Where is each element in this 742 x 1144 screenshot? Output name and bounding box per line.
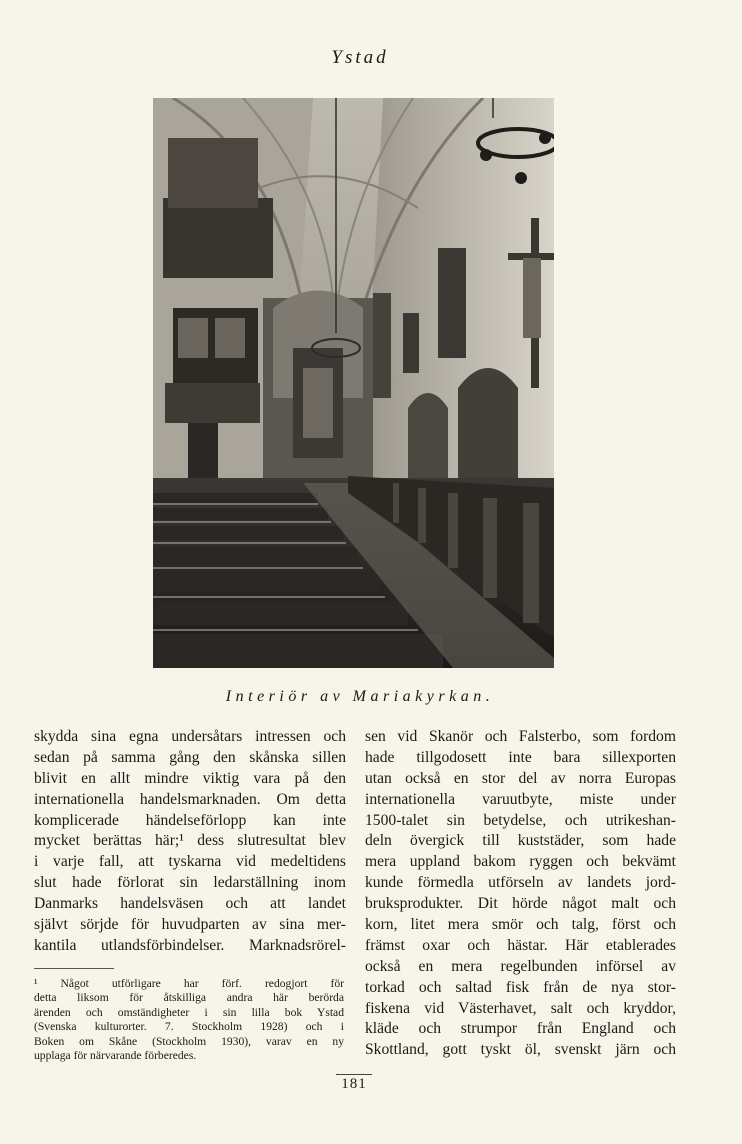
text-line: kantila utlandsförbindelser. Marknadsrörel-	[34, 936, 346, 954]
text-line: internationella varuutbyte, miste under	[365, 790, 676, 808]
footnote	[34, 977, 344, 1063]
footnote-line: upplaga för närvarande förberedes.	[34, 1048, 197, 1062]
text-line: mycket berättas här;¹ dess slutresultat blev	[34, 832, 346, 850]
text-line: mera uppland bakom ryggen och bekvämt	[365, 853, 676, 871]
footnote-line: detta liksom för åtskilliga andra här berörda	[34, 991, 344, 1005]
photo-illustration	[153, 98, 554, 668]
folio-rule	[336, 1074, 372, 1075]
footnote-line: ärenden och omständigheter i sin lilla bok Ystad	[34, 1005, 344, 1019]
text-line: främst oxar och hästar. Här etablerades	[365, 936, 676, 954]
text-line: Danmarks handelsväsen och att landet	[34, 895, 346, 913]
text-line: sedan på samma gång den skånska sillen	[34, 748, 346, 766]
text-line: kunde förmedla utförseln av landets jord-	[365, 874, 676, 892]
footnote-line: (Svenska kulturorter. 7. Stockholm 1928) och i	[34, 1020, 344, 1034]
footnote-line: Boken om Skåne (Stockholm 1930), varav en ny	[34, 1034, 344, 1048]
text-line: blivit en allt mindre viktig vara på den	[34, 769, 346, 787]
body-column-right	[365, 727, 676, 1061]
text-line: sen vid Skanör och Falsterbo, som fordom	[365, 728, 676, 745]
text-line: skydda sina egna undersåtars intressen och	[34, 728, 346, 745]
running-head: Ystad	[331, 47, 389, 68]
text-line: utan också en stor del av norra Europas	[365, 769, 676, 787]
footnote-line: ¹ Något utförligare har förf. redogjort för	[34, 977, 344, 990]
text-line: slut hade förlorat sin ledarställning inom	[34, 874, 346, 892]
text-line: 1500-talet sin betydelse, och utrikeshan-	[365, 811, 676, 829]
photo-caption: Interiör av Mariakyrkan.	[225, 688, 495, 705]
footnote-divider	[34, 968, 114, 969]
text-line: självt sörjde för huvudparten av sina mer-	[34, 916, 346, 934]
text-line: kläde och strumpor från England och	[365, 1020, 676, 1038]
text-line: korn, litet mera smör och talg, först och	[365, 916, 676, 934]
church-interior-photograph	[153, 98, 554, 668]
text-line: torkad och saltad fisk från de nya stor-	[365, 978, 676, 996]
text-line: bruksprodukter. Dit hörde något malt och	[365, 895, 676, 913]
text-line: komplicerade händelseförlopp kan inte	[34, 811, 346, 829]
page-number: 181	[341, 1076, 367, 1092]
text-line: fiskena vid Västerhavet, salt och kryddor,	[365, 999, 676, 1017]
body-column-left	[34, 727, 346, 957]
text-line: hade tillgodosett inte bara sillexporten	[365, 748, 676, 766]
text-line: internationella handelsmarknaden. Om detta	[34, 790, 346, 808]
text-line: deln övergick till kuststäder, som hade	[365, 832, 676, 850]
text-line: i varje fall, att tyskarna vid medeltidens	[34, 853, 346, 871]
text-line: också en mera regelbunden införsel av	[365, 957, 676, 975]
text-line: Skottland, gott tyskt öl, svenskt järn och	[365, 1041, 676, 1059]
